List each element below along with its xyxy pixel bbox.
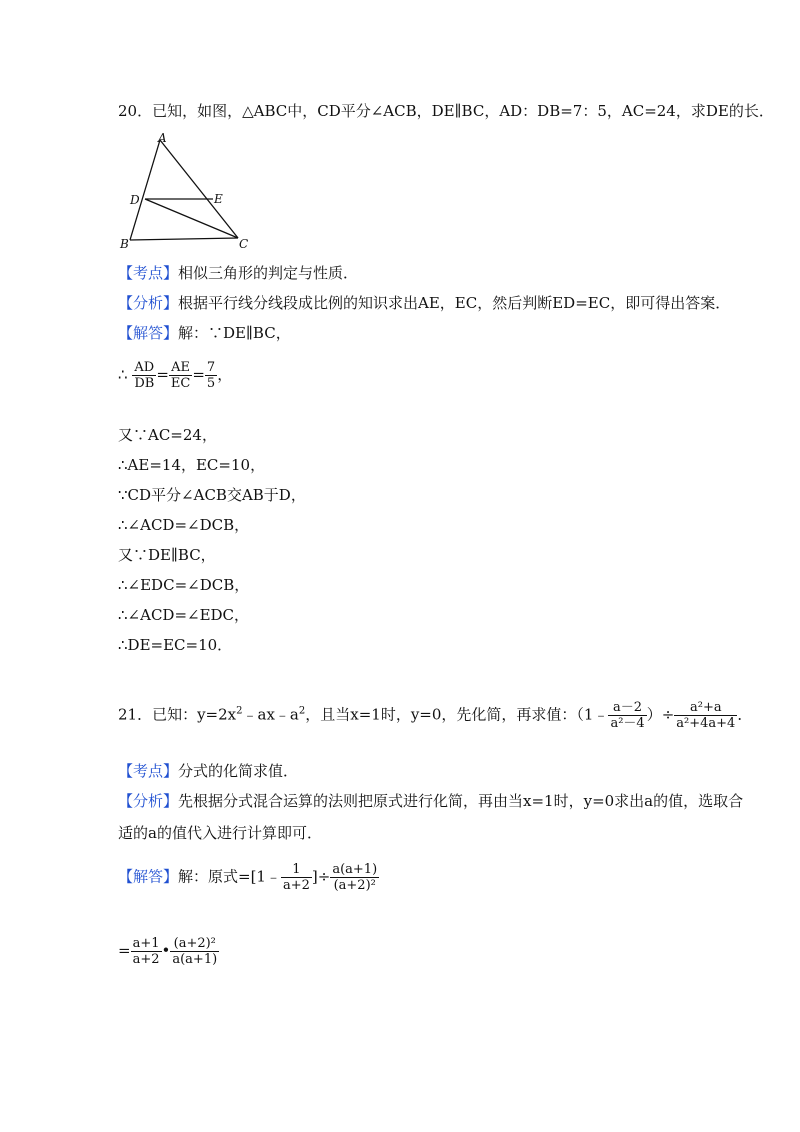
q21-jieda: 【解答】解：原式=[1﹣ $\frac{1}{a+2}$ ]÷ $\frac{a(a+1)}{\text{(a+2)²}}$ — [118, 862, 378, 893]
triangle-figure — [118, 132, 268, 252]
label-e: E — [214, 192, 223, 206]
q20-step: ∴∠ACD=∠DCB， — [118, 516, 250, 534]
label-b: B — [120, 237, 129, 251]
fraction-ae-ec: $\frac{AE}{EC}$ — [170, 360, 191, 391]
segment-dc — [145, 199, 238, 238]
q21-kaodian: 【考点】分式的化简求值． — [118, 762, 299, 780]
label-c: C — [239, 237, 249, 251]
q21-question: 21．已知：$y=2x^2﹣ax﹣a^2$，且当x=1时，y=0，先化简，再求值：（1﹣ $\frac{a-2}{\text{a²－4}}$ ）÷ $\frac{\text{a²+a}}{\text{a²+4a+4}}$ ． — [118, 700, 753, 731]
q20-step: ∵CD平分∠ACB交AB于D， — [118, 486, 306, 504]
q20-kaodian: 【考点】相似三角形的判定与性质． — [118, 264, 359, 282]
q20-step: 又∵AC=24， — [118, 426, 217, 444]
label-d: D — [130, 193, 140, 207]
fraction-a2sq-aa1: $\frac{\text{(a+2)²}}{a(a+1)}$ — [172, 936, 218, 967]
fenxi-tag: 【分析】 — [118, 792, 179, 810]
fenxi-tag: 【分析】 — [118, 294, 179, 312]
fraction-1-a2: $\frac{1}{a+2}$ — [282, 862, 310, 893]
kaodian-tag: 【考点】 — [118, 264, 179, 282]
q21-fenxi: 【分析】先根据分式混合运算的法则把原式进行化简，再由当x=1时，y=0求出a的值，选取合 — [118, 792, 744, 810]
q21-fenxi-cont: 适的a的值代入进行计算即可． — [118, 824, 322, 842]
side-bc — [130, 238, 238, 240]
q21-line2: = $\frac{a+1}{a+2}$ • $\frac{\text{(a+2)²}}{a(a+1)}$ — [118, 936, 218, 967]
jieda-tag: 【解答】 — [118, 867, 179, 886]
fraction-q21-2: $\frac{\text{a²+a}}{\text{a²+4a+4}}$ — [676, 700, 736, 731]
q20-jieda: 【解答】解：∵DE∥BC， — [118, 324, 291, 342]
label-a: A — [158, 132, 167, 145]
fraction-ad-db: $\frac{AD}{DB}$ — [134, 360, 155, 391]
q20-ratio: ∴ $\frac{AD}{DB}$ = $\frac{AE}{EC}$ = $\frac{7}{5}$ ， — [118, 360, 233, 391]
fraction-a1-a2: $\frac{a+1}{a+2}$ — [132, 936, 160, 967]
q20-step: ∴AE=14，EC=10， — [118, 456, 266, 474]
side-ac — [160, 140, 238, 238]
q20-question: 20．已知，如图，△ABC中，CD平分∠ACB，DE∥BC，AD：DB=7：5，AC=24，求DE的长． — [118, 102, 774, 120]
q20-step: ∴∠EDC=∠DCB， — [118, 576, 250, 594]
side-ab — [130, 140, 160, 240]
q20-step: 又∵DE∥BC， — [118, 546, 216, 564]
fraction-q21-1: $\frac{a-2}{\text{a²－4}}$ — [610, 700, 645, 731]
q20-step: ∴∠ACD=∠EDC， — [118, 606, 250, 624]
jieda-tag: 【解答】 — [118, 324, 179, 342]
q20-fenxi: 【分析】根据平行线分线段成比例的知识求出AE，EC，然后判断ED=EC，即可得出答案． — [118, 294, 731, 312]
fraction-7-5: $\frac{7}{5}$ — [206, 360, 216, 391]
kaodian-tag: 【考点】 — [118, 762, 179, 780]
q20-step: ∴DE=EC=10． — [118, 636, 233, 654]
fraction-a-a1: $\frac{a(a+1)}{\text{(a+2)²}}$ — [332, 862, 378, 893]
